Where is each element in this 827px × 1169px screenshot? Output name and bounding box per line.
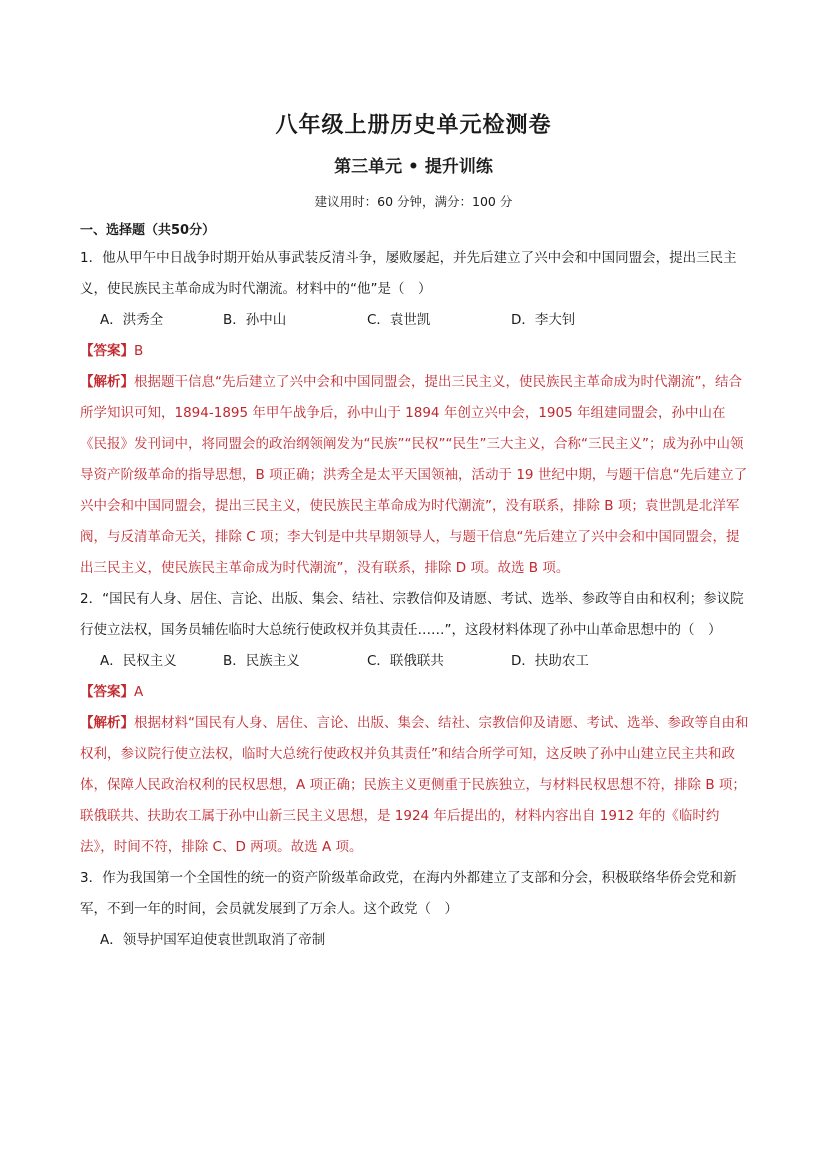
answer-value: B [134,343,144,359]
exam-meta: 建议用时：60 分钟，满分：100 分 [314,194,513,209]
question-2-explanation [80,708,752,863]
explanation-label: 【解析】 [80,374,134,390]
question-3-stem: 3．作为我国第一个全国性的统一的资产阶级革命政党，在海内外都建立了支部和分会，积极联络华侨会党和新军，不到一年的时间，会员就发展到了万余人。这个政党（ ） [80,870,737,917]
question-1-stem: 1．他从甲午中日战争时期开始从事武装反清斗争，屡败屡起，并先后建立了兴中会和中国同盟会，提出三民主义，使民族民主革命成为时代潮流。材料中的“他”是（ ） [80,250,737,297]
question-1-option-d: D．李大钊 [511,312,576,328]
questions-content [80,243,752,956]
question-1-answer [80,336,752,367]
explanation-text: 根据题干信息“先后建立了兴中会和中国同盟会，提出三民主义，使民族民主革命成为时代潮流”，结合所学知识可知，1894-1895 年甲午战争后，孙中山于 1894 年创立兴中会，1905 年组建同盟会，孙中山在《民报》发刊词中，将同盟会的政治纲领阐发为“民族”“民权”“民生”三大主义，合称“三民主义”；成为孙中山领导资产阶级革命的指导思想，B 项正确；洪秀全是太平天国领袖，活动于 19 世纪中期，与题干信息“先后建立了兴中会和中国同盟会，提出三民主义，使民族民主革命成为时代潮流”，没有联系，排除 B 项；袁世凯是北洋军阀，与反清革命无关，排除 C 项；李大钊是中共早期领导人，与题干信息“先后建立了兴中会和中国同盟会，提出三民主义，使民族民主革命成为时代潮流”，没有联系，排除 D 项。故选 B 项。 [80,374,748,576]
section-heading: 一、选择题（共50分） [80,223,216,238]
question-1-options [80,305,752,336]
explanation-text: 根据材料“国民有人身、居住、言论、出版、集会、结社、宗教信仰及请愿、考试、选举、参政等自由和权利，参议院行使立法权，临时大总统行使政权并负其责任”和结合所学可知，这反映了孙中山建立民主共和政体，保障人民政治权利的民权思想，A 项正确；民族主义更侧重于民族独立，与材料民权思想不符，排除 B 项；联俄联共、扶助农工属于孙中山新三民主义思想，是 1924 年后提出的，材料内容出自 1912 年的《临时约法》，时间不符，排除 C、D 两项。故选 A 项。 [80,715,749,855]
answer-value: A [134,684,144,700]
document-subtitle: 第三单元 • 提升训练 [334,157,493,177]
question-1-option-a: A．洪秀全 [100,312,164,328]
question-1-explanation [80,367,752,584]
question-2-option-c: C．联俄联共 [367,653,444,669]
question-2-answer [80,677,752,708]
document-title: 八年级上册历史单元检测卷 [275,113,552,138]
explanation-label: 【解析】 [80,715,134,731]
question-2-option-d: D．扶助农工 [511,653,589,669]
question-3-option-a: A．领导护国军迫使袁世凯取消了帝制 [100,932,326,948]
question-2-option-a: A．民权主义 [100,653,177,669]
answer-label: 【答案】 [80,684,134,700]
answer-label: 【答案】 [80,343,134,359]
question-1-option-c: C．袁世凯 [367,312,431,328]
question-2-option-b: B．民族主义 [223,653,300,669]
question-1-option-b: B．孙中山 [223,312,287,328]
question-2-stem: 2．“国民有人身、居住、言论、出版、集会、结社、宗教信仰及请愿、考试、选举、参政等自由和权利；参议院行使立法权，国务员辅佐临时大总统行使政权并负其责任……”，这段材料体现了孙中山革命思想中的（ ） [80,591,744,638]
question-2-options [80,646,752,677]
